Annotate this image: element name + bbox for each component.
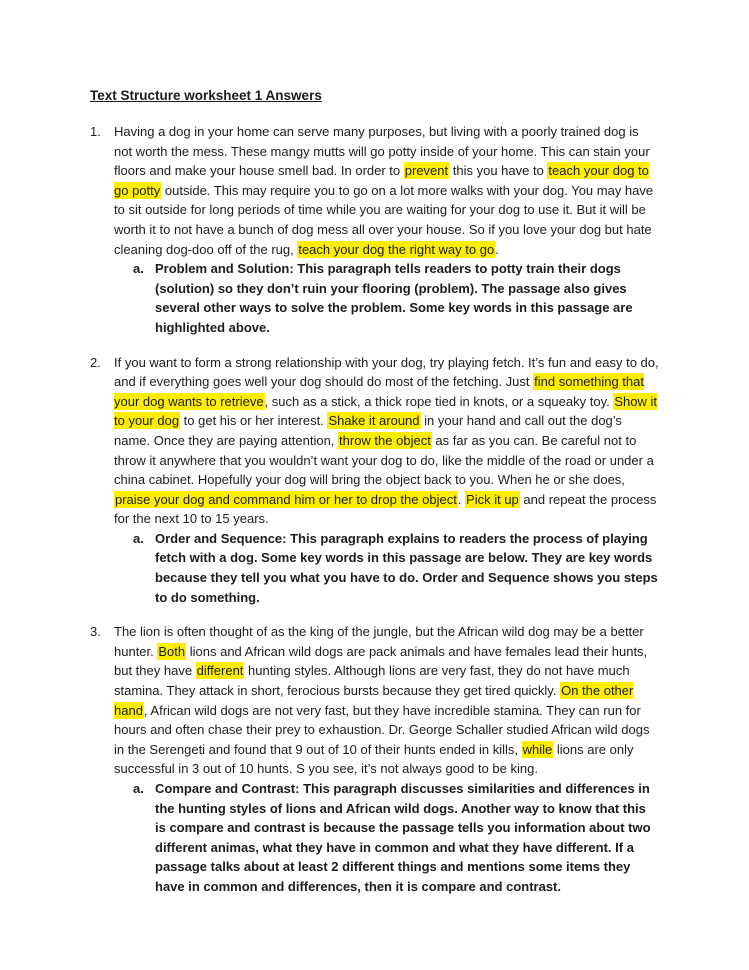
- passage-run: The lion is often thought of as the king of the jungle, but the African wild dog may be a better hunter.: [114, 624, 644, 659]
- item-number: 3.: [90, 624, 101, 640]
- answer-text: Compare and Contrast: This paragraph discusses similarities and differences in the hunting styles of lions and African wild dogs. Another way to know that this is compare and contrast is because the passage tells you information about two different animas, what they have in common and what they have different. If a passage talks about at least 2 different things and mentions some items they have in common and differences, then it is compare and contrast.: [155, 781, 651, 894]
- worksheet-item: [90, 122, 660, 338]
- highlighted-text: teach your dog to go potty: [114, 163, 649, 198]
- item-number: 1.: [90, 124, 101, 139]
- worksheet-item: [90, 622, 660, 896]
- worksheet-items: [90, 122, 660, 897]
- passage-row: [90, 122, 660, 259]
- passage-run: outside. This may require you to go on a lot more walks with your dog. You may have to sit outside for long periods of time while you are waiting for your dog to use it. But it will be worth it to not have a bunch of dog mess all over your house. So if you love your dog but hate cleaning dog-doo off of the rug,: [114, 182, 654, 257]
- highlighted-text: throw the object: [339, 432, 431, 448]
- passage-run: lions and African wild dogs are pack animals and have females lead their hunts, but they have: [114, 643, 648, 679]
- answer-text: Order and Sequence: This paragraph explains to readers the process of playing fetch with a dog. Some key words in this passage are below. They are key words because they tell you what you have to do. Order and Sequence shows you steps to do something.: [155, 530, 658, 605]
- answer-text: Problem and Solution: This paragraph tells readers to potty train their dogs (solution) so they don’t ruin your flooring (problem). The passage also gives several other ways to solve the problem. Some key words in this passage are highlighted above.: [155, 261, 633, 335]
- page-title: Text Structure worksheet 1 Answers: [90, 88, 322, 103]
- passage-run: as far as you can. Be careful not to throw it anywhere that you wouldn’t want your dog to do, like the middle of the road or under a china cabinet. Hopefully your dog will bring the object back to you. When he or she does,: [114, 432, 654, 488]
- highlighted-text: find something that your dog wants to retrieve: [114, 374, 644, 409]
- passage-run: .: [495, 241, 499, 257]
- passage-run: hunting styles. Although lions are very fast, they do not have much stamina. They attack in short, ferocious bursts because they get tired quickly.: [114, 663, 630, 699]
- passage-run: to get his or her interest.: [180, 413, 328, 429]
- answer-letter: a.: [133, 261, 144, 277]
- passage-run: If you want to form a strong relationship with your dog, try playing fetch. It’s fun and easy to do, and if everything goes well your dog should do most of the fetching. Just: [114, 354, 659, 390]
- passage-run: this you have to: [449, 163, 548, 179]
- item-number: 2.: [90, 354, 101, 370]
- worksheet-item: [90, 353, 660, 608]
- answer-letter: a.: [133, 781, 144, 796]
- passage-run: lions are only successful in 3 out of 10 hunts. S you see, it’s not always good to be king.: [114, 741, 634, 777]
- passage-run: Having a dog in your home can serve many purposes, but living with a poorly trained dog is not worth the mess. These mangy mutts will go potty inside of your home. This can stain your floors and make your house smell bad. In order to: [114, 124, 650, 179]
- passage-run: in your hand and call out the dog’s name. Once they are paying attention,: [114, 413, 622, 448]
- highlighted-text: Shake it around: [328, 413, 420, 429]
- passage-row: [90, 622, 660, 779]
- highlighted-text: Both: [158, 643, 186, 659]
- passage-run: and repeat the process for the next 10 to 15 years.: [114, 491, 657, 527]
- passage-text: [114, 353, 660, 529]
- highlighted-text: while: [522, 741, 553, 757]
- highlighted-text: different: [196, 663, 244, 679]
- highlighted-text: Show it to your dog: [114, 393, 657, 429]
- passage-run: , African wild dogs are not very fast, but they have incredible stamina. They can run for hours and often chase their prey to exhaustion. Dr. George Schaller studied African wild dogs in the Serengeti and found that 9 out of 10 of their hunts ended in kills,: [114, 702, 650, 757]
- passage-text: [114, 622, 660, 779]
- passage-row: [90, 353, 660, 529]
- passage-run: , such as a stick, a thick rope tied in knots, or a squeaky toy.: [264, 393, 614, 409]
- highlighted-text: On the other hand: [114, 683, 634, 718]
- passage-text: [114, 122, 660, 259]
- answer-row: [90, 529, 660, 607]
- answer-letter: a.: [133, 530, 144, 546]
- highlighted-text: praise your dog and command him or her to drop the object: [115, 491, 457, 507]
- answer-row: [90, 259, 660, 337]
- highlighted-text: teach your dog the right way to go: [298, 241, 495, 257]
- passage-run: .: [457, 491, 466, 507]
- highlighted-text: Pick it up: [466, 491, 519, 507]
- highlighted-text: prevent: [404, 163, 449, 179]
- answer-row: [90, 779, 660, 897]
